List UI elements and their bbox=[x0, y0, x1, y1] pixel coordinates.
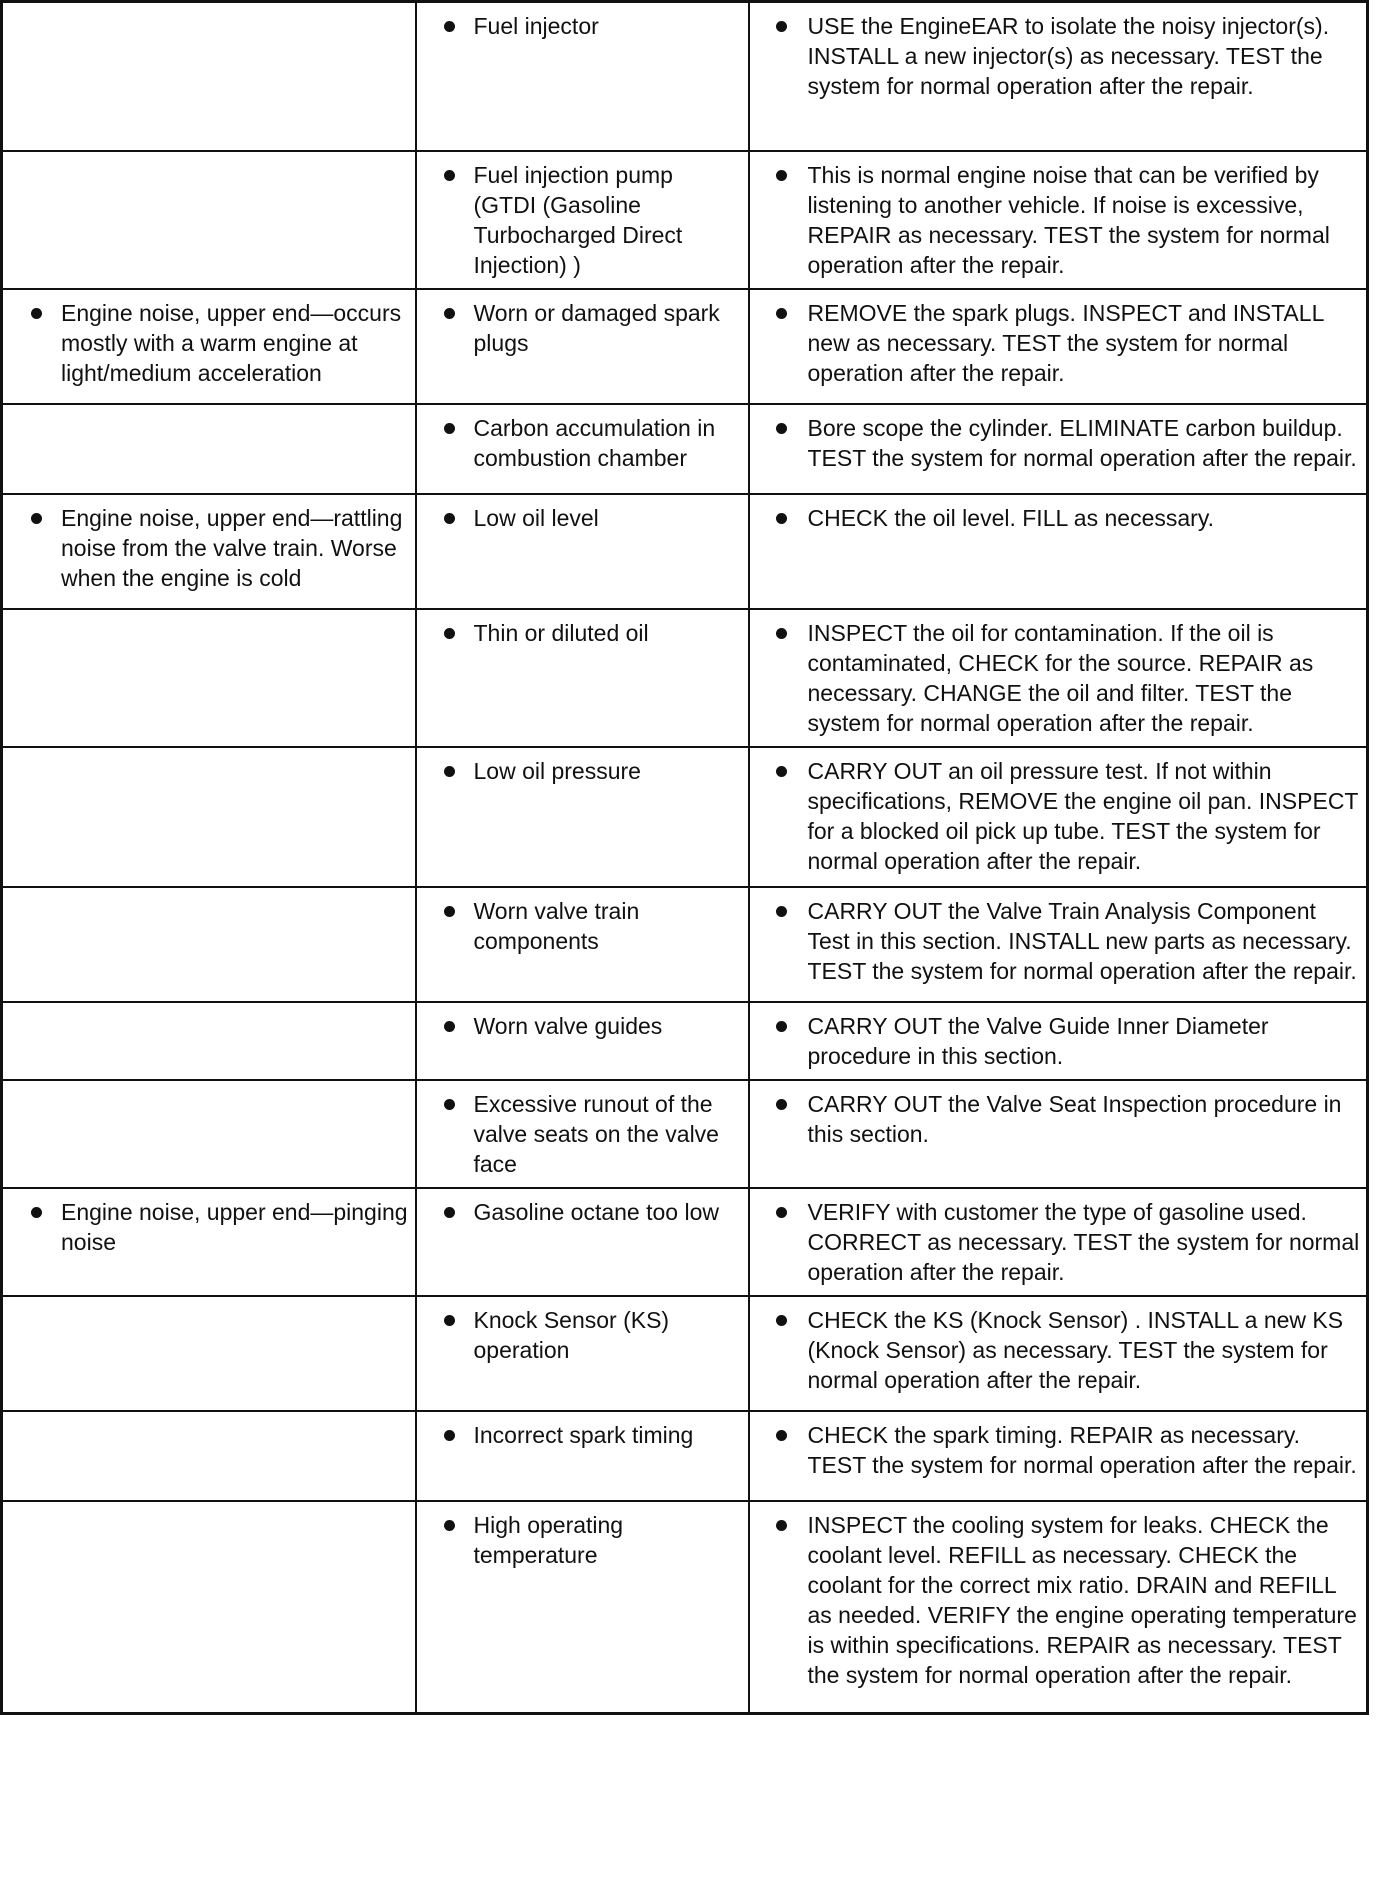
bullet-icon bbox=[444, 1315, 455, 1326]
bullet-icon bbox=[444, 1099, 455, 1110]
cause-text: High operating temperature bbox=[473, 1511, 624, 1568]
action-text: CARRY OUT the Valve Seat Inspection procedure in this section. bbox=[807, 1090, 1342, 1147]
bullet-icon bbox=[776, 308, 787, 319]
action-text: INSPECT the oil for contamination. If the oil is contaminated, CHECK for the source. REPAIR as necessary. CHANGE the oil and filter. TEST the system for normal operation after the repair. bbox=[807, 619, 1314, 736]
bullet-icon bbox=[444, 1021, 455, 1032]
symptom-cell bbox=[2, 1501, 416, 1714]
action-cell bbox=[749, 2, 1368, 151]
symptom-text: Engine noise, upper end—occurs mostly with a warm engine at light/medium acceleration bbox=[61, 299, 402, 386]
cause-cell bbox=[416, 1080, 749, 1188]
cause-text: Worn valve guides bbox=[473, 1012, 663, 1039]
cause-cell bbox=[416, 2, 749, 151]
bullet-icon bbox=[444, 906, 455, 917]
action-cell bbox=[749, 1501, 1368, 1714]
symptom-cell bbox=[2, 289, 416, 404]
cause-text: Low oil level bbox=[473, 504, 599, 531]
bullet-icon bbox=[776, 513, 787, 524]
bullet-icon bbox=[776, 423, 787, 434]
symptom-cell bbox=[2, 747, 416, 887]
action-cell bbox=[749, 151, 1368, 289]
bullet-icon bbox=[776, 1207, 787, 1218]
symptom-text: Engine noise, upper end—rattling noise from the valve train. Worse when the engine is cold bbox=[61, 504, 403, 591]
action-cell bbox=[749, 887, 1368, 1002]
cause-cell bbox=[416, 494, 749, 609]
action-cell bbox=[749, 747, 1368, 887]
symptom-cell bbox=[2, 887, 416, 1002]
cause-text: Fuel injector bbox=[473, 13, 599, 39]
symptom-cell bbox=[2, 1296, 416, 1411]
bullet-icon bbox=[444, 1520, 455, 1531]
table-row bbox=[2, 747, 1368, 887]
table-row bbox=[2, 1296, 1368, 1411]
table-row bbox=[2, 1080, 1368, 1188]
symptom-cell bbox=[2, 494, 416, 609]
bullet-icon bbox=[776, 766, 787, 777]
cause-cell bbox=[416, 1411, 749, 1501]
symptom-cell bbox=[2, 1002, 416, 1080]
cause-cell bbox=[416, 1501, 749, 1714]
action-text: VERIFY with customer the type of gasoline used. CORRECT as necessary. TEST the system for normal operation after the repair. bbox=[807, 1198, 1360, 1285]
bullet-icon bbox=[31, 513, 42, 524]
bullet-icon bbox=[444, 1207, 455, 1218]
bullet-icon bbox=[444, 766, 455, 777]
bullet-icon bbox=[444, 308, 455, 319]
cause-cell bbox=[416, 404, 749, 494]
cause-text: Low oil pressure bbox=[473, 757, 641, 784]
action-text: CARRY OUT the Valve Guide Inner Diameter procedure in this section. bbox=[807, 1012, 1269, 1069]
cause-cell bbox=[416, 1188, 749, 1296]
bullet-icon bbox=[776, 1099, 787, 1110]
bullet-icon bbox=[31, 1207, 42, 1218]
action-cell bbox=[749, 289, 1368, 404]
table-row bbox=[2, 1411, 1368, 1501]
cause-text: Knock Sensor (KS) operation bbox=[473, 1306, 670, 1363]
symptom-text: Engine noise, upper end—pinging noise bbox=[61, 1198, 408, 1255]
cause-text: Gasoline octane too low bbox=[473, 1198, 719, 1225]
action-cell bbox=[749, 1296, 1368, 1411]
bullet-icon bbox=[444, 170, 455, 181]
symptom-cell bbox=[2, 151, 416, 289]
symptom-cell bbox=[2, 609, 416, 747]
cause-cell bbox=[416, 747, 749, 887]
table-row bbox=[2, 151, 1368, 289]
bullet-icon bbox=[776, 1315, 787, 1326]
bullet-icon bbox=[776, 21, 787, 32]
action-text: Bore scope the cylinder. ELIMINATE carbon buildup. TEST the system for normal operation after the repair. bbox=[807, 414, 1357, 471]
cause-cell bbox=[416, 1296, 749, 1411]
action-text: USE the EngineEAR to isolate the noisy injector(s). INSTALL a new injector(s) as necessary. TEST the system for normal operation after the repair. bbox=[807, 13, 1330, 99]
cause-cell bbox=[416, 609, 749, 747]
action-cell bbox=[749, 1002, 1368, 1080]
bullet-icon bbox=[444, 1430, 455, 1441]
action-text: CHECK the spark timing. REPAIR as necessary. TEST the system for normal operation after the repair. bbox=[807, 1421, 1357, 1478]
cause-cell bbox=[416, 289, 749, 404]
symptom-cell bbox=[2, 2, 416, 151]
cause-text: Worn or damaged spark plugs bbox=[473, 299, 720, 356]
bullet-icon bbox=[444, 423, 455, 434]
symptom-cell bbox=[2, 1188, 416, 1296]
table-row bbox=[2, 1501, 1368, 1714]
action-cell bbox=[749, 1080, 1368, 1188]
action-cell bbox=[749, 494, 1368, 609]
table-row bbox=[2, 1002, 1368, 1080]
symptom-cell bbox=[2, 1080, 416, 1188]
bullet-icon bbox=[776, 906, 787, 917]
symptom-cell bbox=[2, 1411, 416, 1501]
table-row bbox=[2, 609, 1368, 747]
action-cell bbox=[749, 609, 1368, 747]
bullet-icon bbox=[444, 513, 455, 524]
table-row bbox=[2, 494, 1368, 609]
cause-text: Carbon accumulation in combustion chamber bbox=[473, 414, 716, 471]
action-text: INSPECT the cooling system for leaks. CHECK the coolant level. REFILL as necessary. CHECK the coolant for the correct mix ratio. DRAIN and REFILL as needed. VERIFY the engine operating temperature is within specifications. REPAIR as necessary. TEST the system for normal operation after the repair. bbox=[807, 1511, 1357, 1688]
action-text: CARRY OUT an oil pressure test. If not within specifications, REMOVE the engine oil pan. INSPECT for a blocked oil pick up tube. TEST the system for normal operation after the repair. bbox=[807, 757, 1359, 874]
action-text: CHECK the KS (Knock Sensor) . INSTALL a new KS (Knock Sensor) as necessary. TEST the system for normal operation after the repair. bbox=[807, 1306, 1344, 1393]
cause-cell bbox=[416, 1002, 749, 1080]
action-text: This is normal engine noise that can be verified by listening to another vehicle. If noise is excessive, REPAIR as necessary. TEST the system for normal operation after the repair. bbox=[807, 161, 1330, 278]
action-text: CARRY OUT the Valve Train Analysis Component Test in this section. INSTALL new parts as necessary. TEST the system for normal operation after the repair. bbox=[807, 897, 1357, 984]
cause-text: Fuel injection pump (GTDI (Gasoline Turbocharged Direct Injection) ) bbox=[473, 161, 683, 278]
table-row bbox=[2, 2, 1368, 151]
cause-text: Incorrect spark timing bbox=[473, 1421, 694, 1448]
table-row bbox=[2, 1188, 1368, 1296]
table-row bbox=[2, 887, 1368, 1002]
cause-text: Worn valve train components bbox=[473, 897, 640, 954]
bullet-icon bbox=[776, 628, 787, 639]
cause-cell bbox=[416, 151, 749, 289]
action-cell bbox=[749, 1188, 1368, 1296]
table-body bbox=[2, 2, 1368, 1714]
action-cell bbox=[749, 1411, 1368, 1501]
bullet-icon bbox=[776, 1520, 787, 1531]
table-row bbox=[2, 289, 1368, 404]
action-cell bbox=[749, 404, 1368, 494]
cause-text: Excessive runout of the valve seats on the valve face bbox=[473, 1090, 719, 1177]
bullet-icon bbox=[776, 170, 787, 181]
table-row bbox=[2, 404, 1368, 494]
bullet-icon bbox=[31, 308, 42, 319]
bullet-icon bbox=[444, 21, 455, 32]
bullet-icon bbox=[444, 628, 455, 639]
cause-text: Thin or diluted oil bbox=[473, 619, 649, 646]
cause-cell bbox=[416, 887, 749, 1002]
bullet-icon bbox=[776, 1430, 787, 1441]
symptom-cell bbox=[2, 404, 416, 494]
action-text: CHECK the oil level. FILL as necessary. bbox=[807, 504, 1214, 531]
action-text: REMOVE the spark plugs. INSPECT and INSTALL new as necessary. TEST the system for normal operation after the repair. bbox=[807, 299, 1324, 386]
bullet-icon bbox=[776, 1021, 787, 1032]
